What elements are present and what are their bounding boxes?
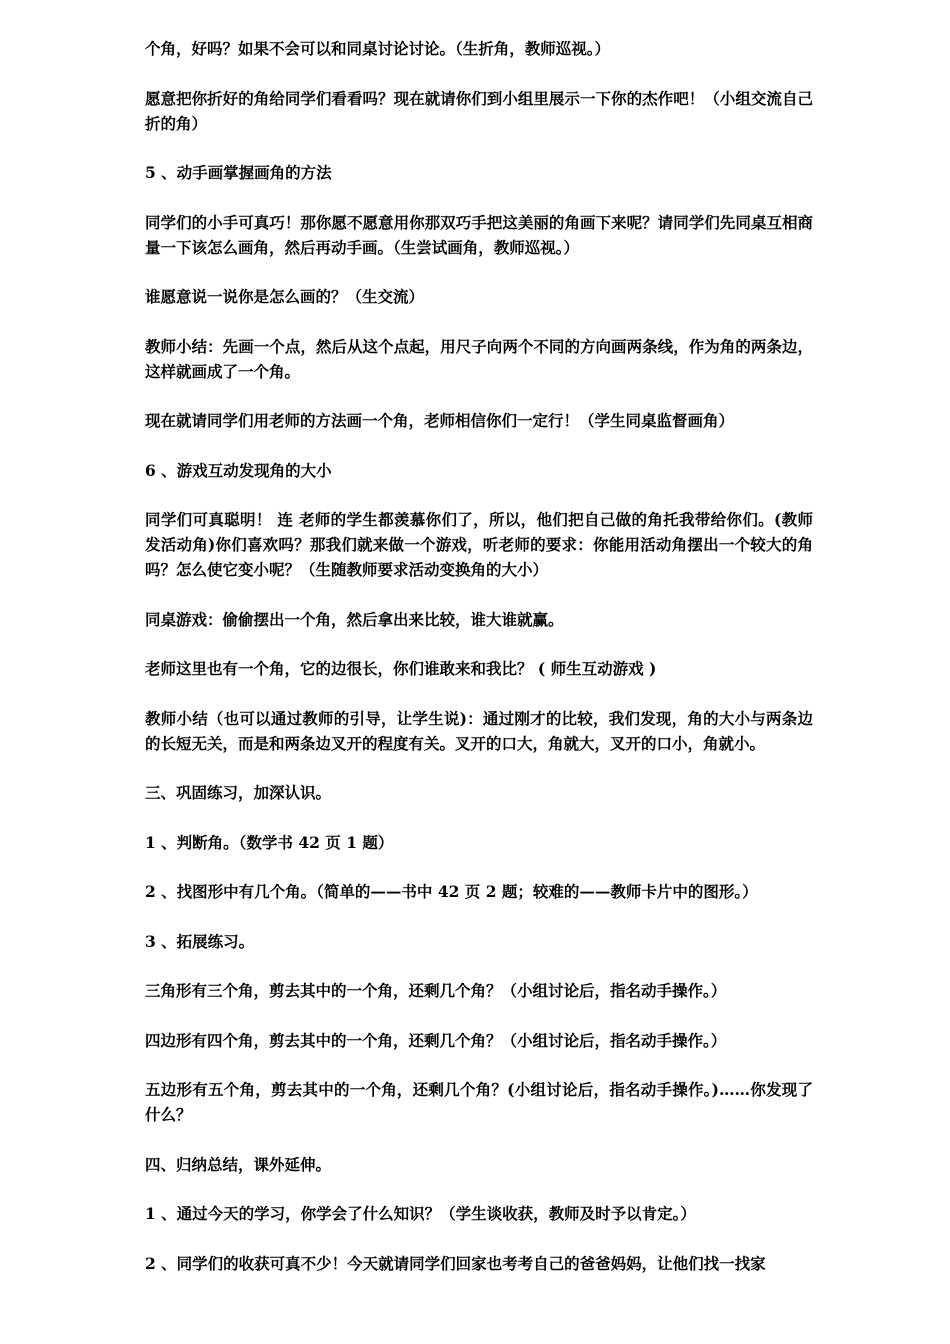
exercise-1: 1 、判断角。（数学书 42 页 1 题） [145,832,394,852]
section-heading-three: 三、巩固练习，加深认识。 [145,783,332,802]
paragraph-4: 同学们的小手可真巧！那你愿不愿意用你那双巧手把这美丽的角画下来呢？请同学们先同桌互相商量一下该怎么画角，然后再动手画。（生尝试画角，教师巡视。） [145,212,813,257]
paragraph-19: 五边形有五个角，剪去其中的一个角，还剩几个角？(小组讨论后，指名动手操作。)……你发现了什么？ [145,1080,813,1124]
paragraph-2: 愿意把你折好的角给同学们看看吗？现在就请你们到小组里展示一下你的杰作吧！（小组交流自己折的角） [145,88,813,133]
paragraph-12: 教师小结（也可以通过教师的引导，让学生说)：通过刚才的比较，我们发现，角的大小与两条边的长短无关，而是和两条边叉开的程度有关。叉开的口大，角就大，叉开的口小，角就小。 [145,708,813,753]
paragraph-7: 现在就请同学们用老师的方法画一个角，老师相信你们一定行！（学生同桌监督画角） [145,411,735,430]
paragraph-6: 教师小结：先画一个点，然后从这个点起，用尺子向两个不同的方向画两条线，作为角的两条边，这样就画成了一个角。 [145,336,813,381]
paragraph-5: 谁愿意说一说你是怎么画的？（生交流） [145,287,425,306]
exercise-3: 3 、拓展练习。 [145,931,255,951]
paragraph-9: 同学们可真聪明！ 连 老师的学生都羡慕你们了，所以，他们把自己做的角托我带给你们。(教师发活动角)你们喜欢吗？那我们就来做一个游戏，听老师的要求：你能用活动角摆出一个较大的角吗？怎么使它变小呢？（生随教师要求活动变换角的大小） [145,510,813,579]
paragraph-17: 三角形有三个角，剪去其中的一个角，还剩几个角？（小组讨论后，指名动手操作。） [145,981,727,1000]
paragraph-1: 个角，好吗？如果不会可以和同桌讨论讨论。（生折角，教师巡视。） [145,39,611,58]
section-heading-5: 5 、动手画掌握画角的方法 [145,163,332,182]
document-page [145,36,813,1300]
paragraph-11: 老师这里也有一个角，它的边很长，你们谁敢来和我比？ ( 师生互动游戏 ) [145,659,657,678]
paragraph-18: 四边形有四个角，剪去其中的一个角，还剩几个角？（小组讨论后，指名动手操作。） [145,1030,727,1050]
summary-1: 1 、通过今天的学习，你学会了什么知识？（学生谈收获，教师及时予以肯定。） [145,1204,696,1223]
section-heading-6: 6 、游戏互动发现角的大小 [145,460,332,480]
paragraph-10: 同桌游戏：偷偷摆出一个角，然后拿出来比较，谁大谁就赢。 [145,609,564,629]
summary-2: 2 、同学们的收获可真不少！今天就请同学们回家也考考自己的爸爸妈妈，让他们找一找家 [145,1253,766,1273]
section-heading-four: 四、归纳总结，课外延伸。 [145,1154,332,1174]
exercise-2: 2 、找图形中有几个角。（简单的——书中 42 页 2 题；较难的——教师卡片中的图形。） [145,882,758,901]
